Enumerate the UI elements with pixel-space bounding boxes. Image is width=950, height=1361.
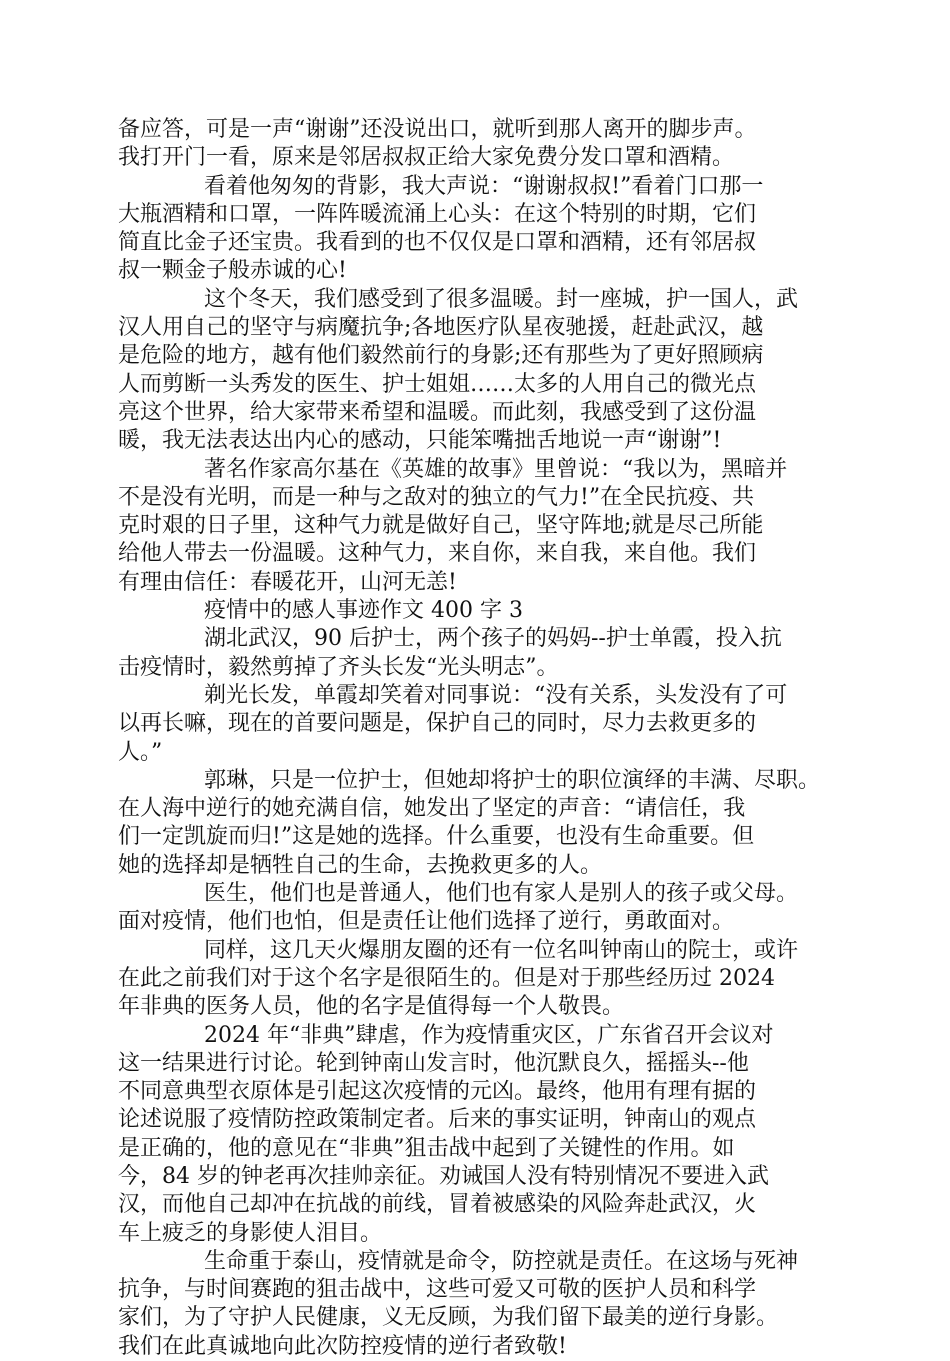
text-line: 看着他匆匆的背影，我大声说：“谢谢叔叔!”看着门口那一 (204, 173, 764, 199)
text-line: 她的选择却是牺牲自己的生命，去挽救更多的人。 (118, 852, 603, 878)
text-line: 人。” (118, 739, 163, 765)
text-line: 我们在此真诚地向此次防控疫情的逆行者致敬! (118, 1333, 567, 1359)
text-line: 有理由信任：春暖花开，山河无恙! (118, 569, 457, 595)
text-line: 2024 年“非典”肆虐，作为疫情重灾区，广东省召开会议对 (204, 1022, 774, 1048)
text-line: 疫情中的感人事迹作文 400 字 3 (204, 598, 523, 624)
text-line: 亮这个世界，给大家带来希望和温暖。而此刻，我感受到了这份温 (118, 399, 757, 425)
text-line: 汉，而他自己却冲在抗战的前线，冒着被感染的风险奔赴武汉，火 (118, 1192, 757, 1218)
text-line: 湖北武汉，90 后护士，两个孩子的妈妈--护士单霞，投入抗 (204, 626, 782, 652)
text-line: 以再长嘛，现在的首要问题是，保护自己的同时，尽力去救更多的 (118, 711, 757, 737)
text-line: 同样，这几天火爆朋友圈的还有一位名叫钟南山的院士，或许 (204, 937, 799, 963)
text-line: 著名作家高尔基在《英雄的故事》里曾说：“我以为，黑暗并 (204, 456, 788, 482)
text-line: 生命重于泰山，疫情就是命令，防控就是责任。在这场与死神 (204, 1248, 799, 1274)
text-line: 简直比金子还宝贵。我看到的也不仅仅是口罩和酒精，还有邻居叔 (118, 230, 757, 256)
text-line: 克时艰的日子里，这种气力就是做好自己，坚守阵地;就是尽己所能 (118, 513, 764, 539)
text-line: 医生，他们也是普通人，他们也有家人是别人的孩子或父母。 (204, 881, 799, 907)
text-line: 们一定凯旋而归!”这是她的选择。什么重要，也没有生命重要。但 (118, 824, 755, 850)
text-line: 在此之前我们对于这个名字是很陌生的。但是对于那些经历过 2024 (118, 965, 775, 991)
text-line: 家们，为了守护人民健康，义无反顾，为我们留下最美的逆行身影。 (118, 1305, 779, 1331)
text-line: 大瓶酒精和口罩，一阵阵暖流涌上心头：在这个特别的时期，它们 (118, 201, 757, 227)
text-line: 在人海中逆行的她充满自信，她发出了坚定的声音：“请信任，我 (118, 796, 746, 822)
text-line: 这一结果进行讨论。轮到钟南山发言时，他沉默良久，摇摇头--他 (118, 1050, 749, 1076)
text-line: 抗争，与时间赛跑的狙击战中，这些可爱又可敬的医护人员和科学 (118, 1277, 757, 1303)
text-line: 叔一颗金子般赤诚的心! (118, 258, 347, 284)
document-body (118, 116, 830, 1361)
text-line: 暖，我无法表达出内心的感动，只能笨嘴拙舌地说一声“谢谢”! (118, 428, 722, 454)
text-line: 汉人用自己的坚守与病魔抗争;各地医疗队星夜驰援，赶赴武汉，越 (118, 315, 764, 341)
text-line: 车上疲乏的身影使人泪目。 (118, 1220, 383, 1246)
text-line: 年非典的医务人员，他的名字是值得每一个人敬畏。 (118, 994, 625, 1020)
text-line: 是正确的，他的意见在“非典”狙击战中起到了关键性的作用。如 (118, 1135, 735, 1161)
text-line: 备应答，可是一声“谢谢”还没说出口，就听到那人离开的脚步声。 (118, 117, 757, 142)
text-line: 郭琳，只是一位护士，但她却将护士的职位演绎的丰满、尽职。 (204, 767, 821, 793)
text-line: 我打开门一看，原来是邻居叔叔正给大家免费分发口罩和酒精。 (118, 145, 735, 171)
text-line: 不是没有光明，而是一种与之敌对的独立的气力!”在全民抗疫、共 (118, 484, 755, 510)
text-line: 是危险的地方，越有他们毅然前行的身影;还有那些为了更好照顾病 (118, 343, 764, 369)
text-line: 给他人带去一份温暖。这种气力，来自你，来自我，来自他。我们 (118, 541, 757, 567)
text-line: 人而剪断一头秀发的医生、护士姐姐……太多的人用自己的微光点 (118, 371, 757, 397)
text-line: 论述说服了疫情防控政策制定者。后来的事实证明，钟南山的观点 (118, 1107, 757, 1133)
text-line: 击疫情时，毅然剪掉了齐头长发“光头明志”。 (118, 654, 559, 680)
text-line: 不同意典型衣原体是引起这次疫情的元凶。最终，他用有理有据的 (118, 1079, 757, 1105)
text-line: 剃光长发，单霞却笑着对同事说：“没有关系，头发没有了可 (204, 682, 788, 708)
text-line: 面对疫情，他们也怕，但是责任让他们选择了逆行，勇敢面对。 (118, 909, 735, 935)
text-line: 这个冬天，我们感受到了很多温暖。封一座城，护一国人，武 (204, 286, 799, 312)
text-line: 今，84 岁的钟老再次挂帅亲征。劝诫国人没有特别情况不要进入武 (118, 1163, 769, 1189)
